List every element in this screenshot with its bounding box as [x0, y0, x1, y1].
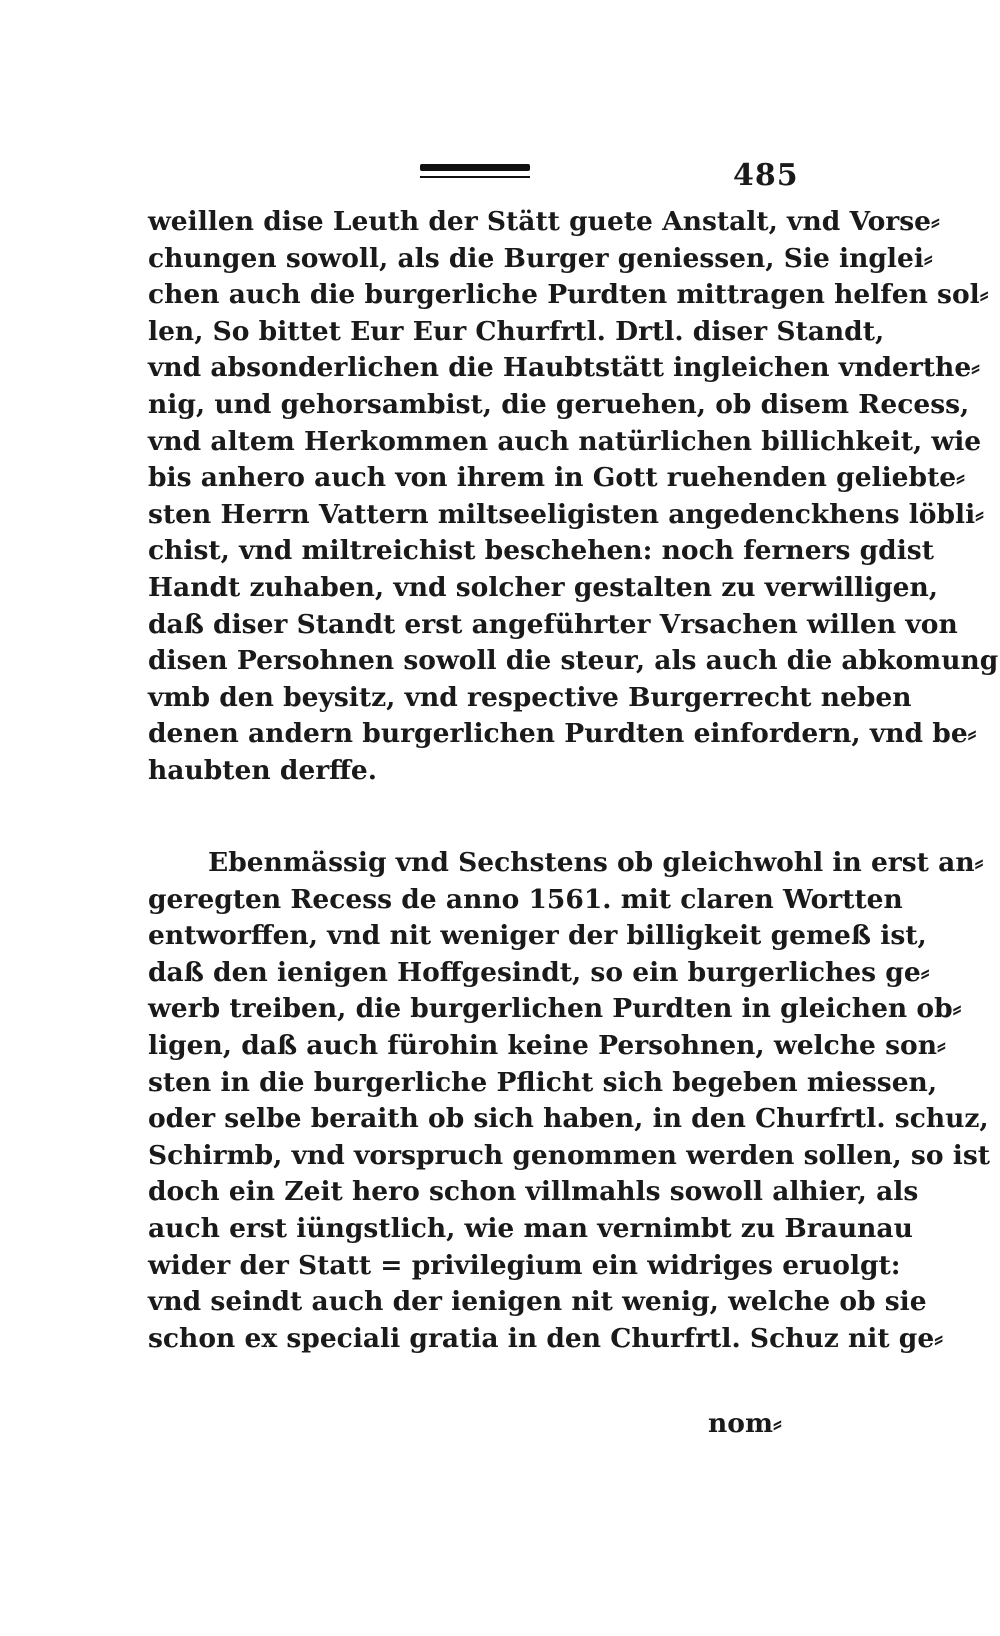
text-line: schon ex speciali gratia in den Churfrtl. Schuz nit ge⸗: [148, 1322, 944, 1354]
text-line: denen andern burgerlichen Purdten einfordern, vnd be⸗: [148, 718, 977, 750]
text-line: weillen dise Leuth der Stätt guete Anstalt, vnd Vorse⸗: [148, 206, 940, 237]
text-line: Schirmb, vnd vorspruch genommen werden sollen, so ist: [148, 1139, 990, 1171]
text-line: daß diser Standt erst angeführter Vrsachen willen von: [148, 608, 958, 640]
text-line: auch erst iüngstlich, wie man vernimbt zu Braunau: [148, 1212, 913, 1244]
text-line: werb treiben, die burgerlichen Purdten in gleichen ob⸗: [148, 993, 962, 1025]
header-rule-thin: [420, 176, 530, 178]
page-number: 485: [733, 158, 799, 193]
text-line: chungen sowoll, als die Burger geniessen, Sie inglei⸗: [148, 242, 933, 274]
text-line: disen Persohnen sowoll die steur, als auch die abkomung: [148, 645, 999, 677]
header-rule: [420, 164, 530, 178]
text-line: chen auch die burgerliche Purdten mittragen helfen sol⸗: [148, 279, 989, 311]
text-line: entworffen, vnd nit weniger der billigkeit gemeß ist,: [148, 920, 927, 952]
paragraph-2: [148, 845, 990, 1357]
text-line: len, So bittet Eur Eur Churfrtl. Drtl. diser Standt,: [148, 315, 885, 347]
text-line: vnd absonderlichen die Haubtstätt ingleichen vnderthe⸗: [148, 352, 981, 384]
text-line: vnd altem Herkommen auch natürlichen billichkeit, wie: [148, 425, 982, 457]
text-line: Handt zuhaben, vnd solcher gestalten zu verwilligen,: [148, 571, 938, 603]
text-line: vmb den beysitz, vnd respective Burgerrecht neben: [148, 681, 912, 713]
text-line: Ebenmässig vnd Sechstens ob gleichwohl in erst an⸗: [208, 847, 984, 878]
text-line: sten Herrn Vattern miltseeligisten angedenckhens löbli⸗: [148, 498, 984, 530]
text-line: vnd seindt auch der ienigen nit wenig, welche ob sie: [148, 1286, 927, 1318]
text-line: chist, vnd miltreichist beschehen: noch ferners gdist: [148, 535, 934, 567]
text-line: bis anhero auch von ihrem in Gott ruehenden geliebte⸗: [148, 462, 965, 494]
catchword: nom⸗: [708, 1408, 782, 1439]
text-line: sten in die burgerliche Pflicht sich begeben miessen,: [148, 1066, 938, 1098]
text-line: oder selbe beraith ob sich haben, in den Churfrtl. schuz,: [148, 1103, 989, 1135]
text-line: ligen, daß auch fürohin keine Persohnen, welche son⸗: [148, 1029, 946, 1061]
header-rule-thick: [420, 164, 530, 171]
text-line: haubten derffe.: [148, 754, 378, 786]
paragraph-1: [148, 204, 999, 790]
text-line: nig, und gehorsambist, die geruehen, ob disem Recess,: [148, 388, 970, 420]
text-line: doch ein Zeit hero schon villmahls sowoll alhier, als: [148, 1176, 919, 1208]
text-line: wider der Statt = privilegium ein widriges eruolgt:: [148, 1249, 901, 1281]
text-line: daß den ienigen Hoffgesindt, so ein burgerliches ge⸗: [148, 956, 930, 988]
text-line: geregten Recess de anno 1561. mit claren Wortten: [148, 883, 903, 915]
